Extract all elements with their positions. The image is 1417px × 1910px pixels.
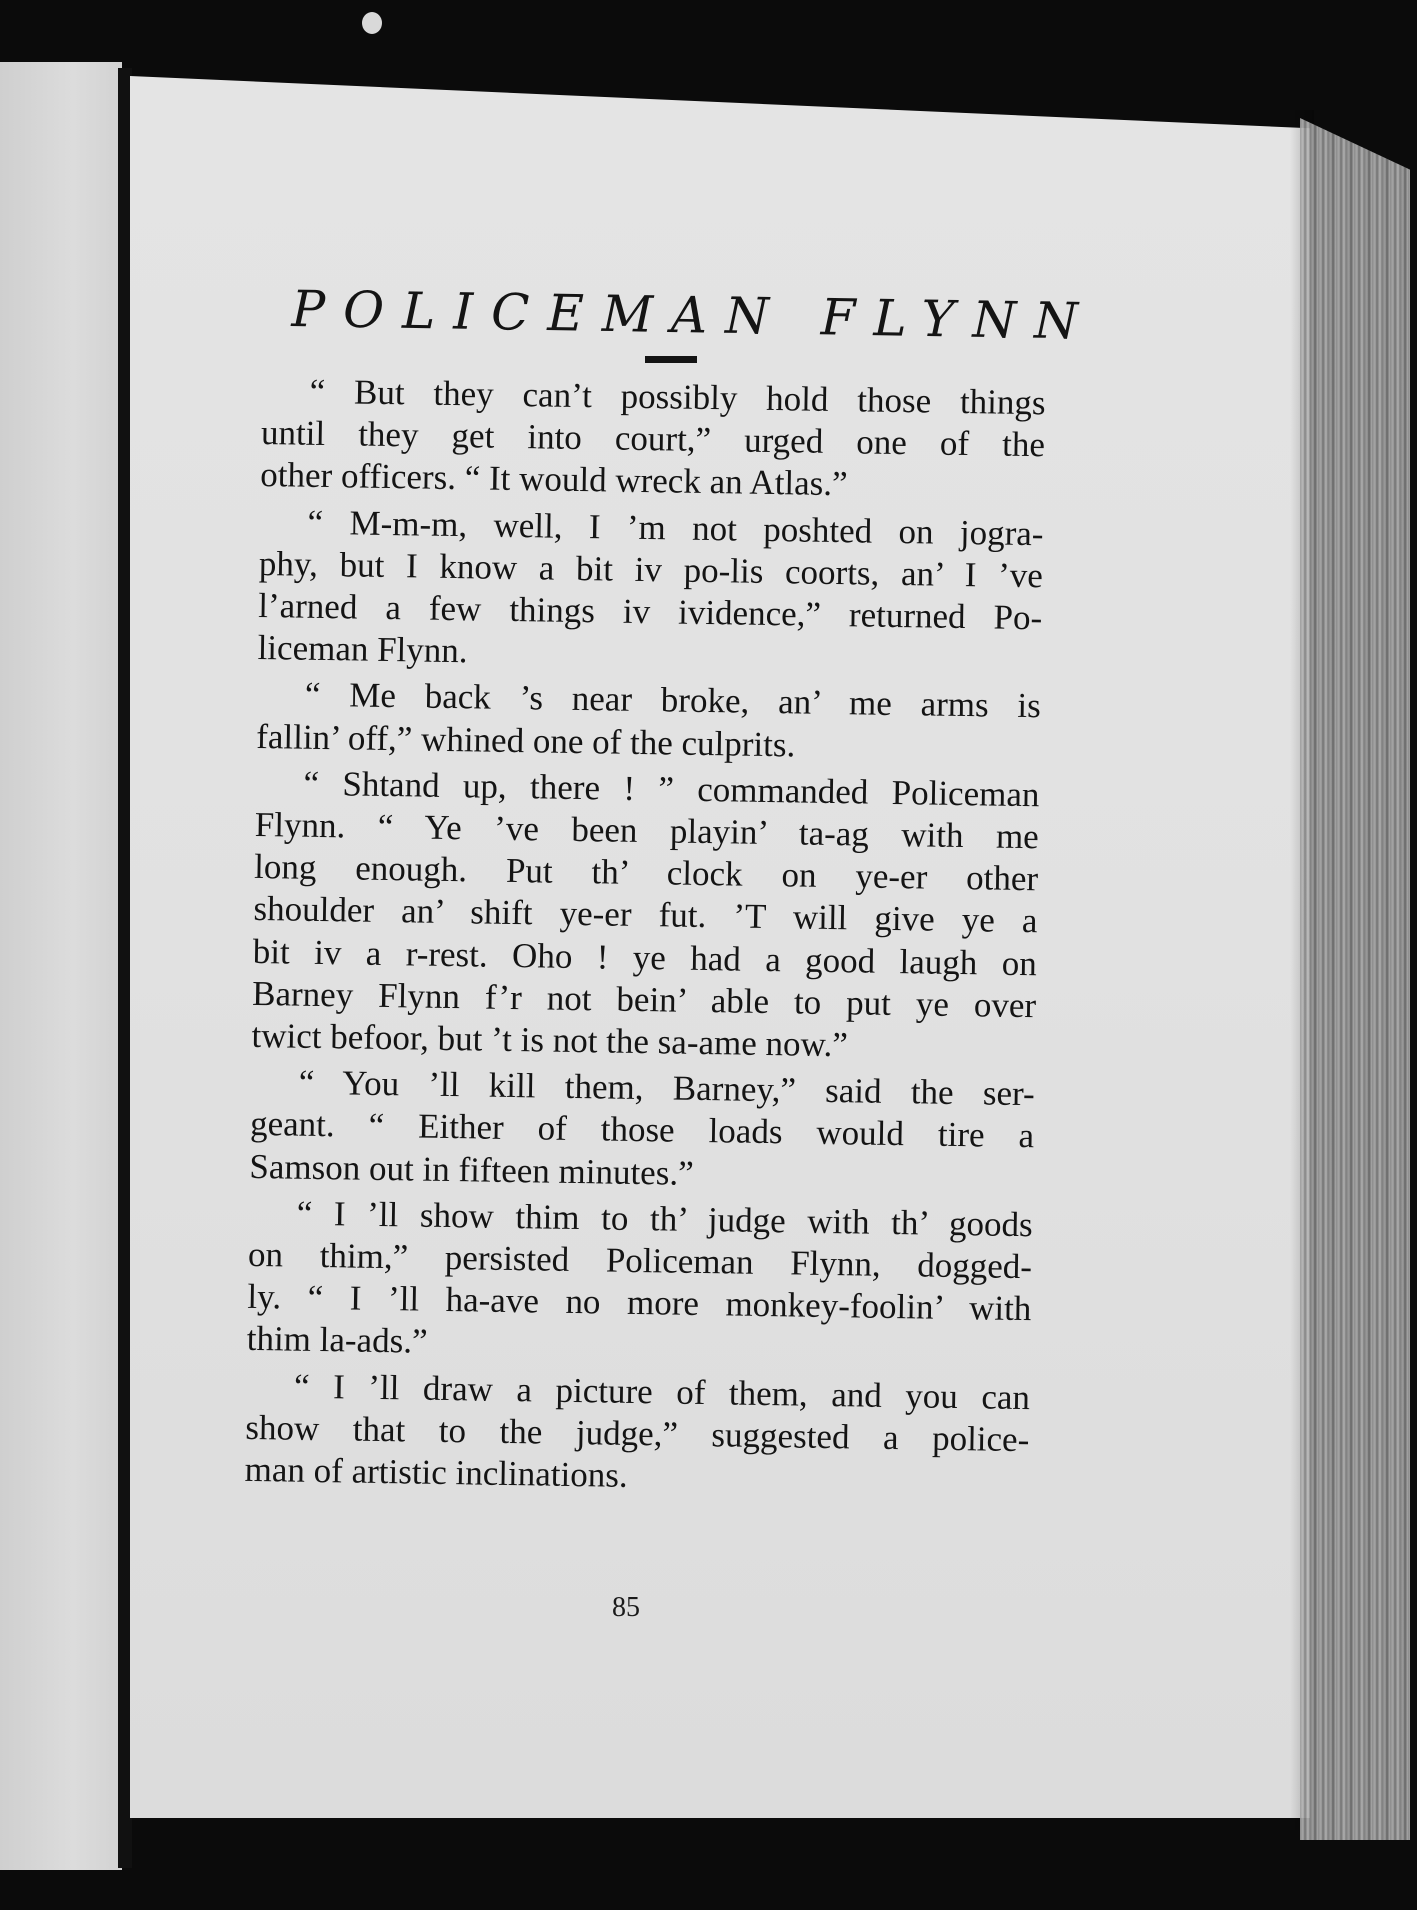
text-line: other officers. “ It would wreck an Atlas.”: [260, 455, 848, 504]
page-gutter: [118, 68, 132, 1868]
text-line: “ But they can’t possibly hold those things: [309, 371, 1046, 423]
paragraph: [246, 1192, 1033, 1373]
text-line: bit iv a r-rest. Oho ! ye had a good laugh on: [252, 931, 1038, 983]
text-line: Flynn. “ Ye ’ve been playin’ ta-ag with me: [254, 804, 1040, 857]
paragraph: [260, 370, 1046, 509]
text-line: phy, but I know a bit iv po-lis coorts, an’ I ’ve: [258, 543, 1044, 596]
text-line: ly. “ I ’ll ha-ave no more monkey-foolin’ with: [247, 1277, 1032, 1329]
text-line: shoulder an’ shift ye-er fut. ’T will give ye a: [253, 889, 1038, 941]
text-line: fallin’ off,” whined one of the culprits.: [255, 716, 796, 765]
text-line: man of artistic inclinations.: [244, 1449, 628, 1495]
paragraph: [249, 1061, 1035, 1200]
page-block-edges: [1300, 118, 1410, 1840]
running-head: POLICEMAN FLYNN: [291, 280, 1097, 351]
text-line: “ I ’ll show thim to th’ judge with th’ goods: [296, 1193, 1033, 1245]
text-line: geant. “ Either of those loads would tire a: [249, 1104, 1035, 1156]
text-line: show that to the judge,” suggested a police-: [245, 1407, 1030, 1460]
text-line: Samson out in fifteen minutes.”: [249, 1146, 694, 1193]
paragraph: [256, 673, 1041, 770]
text-line: “ Shtand up, there ! ” commanded Policeman: [303, 763, 1040, 815]
paragraph: [257, 501, 1044, 682]
text-line: “ I ’ll draw a picture of them, and you can: [293, 1366, 1031, 1417]
paragraph: [251, 762, 1040, 1070]
facing-page-edge: [0, 62, 122, 1870]
scan-speck: [362, 12, 382, 34]
text-line: Barney Flynn f’r not bein’ able to put ye over: [251, 973, 1037, 1026]
text-line: liceman Flynn.: [257, 628, 468, 671]
text-line: “ M-m-m, well, I ’m not poshted on jogra-: [307, 502, 1044, 553]
text-line: l’arned a few things iv ividence,” returned Po-: [257, 585, 1043, 638]
text-line: thim la-ads.”: [246, 1319, 428, 1362]
paragraph: [244, 1365, 1030, 1504]
text-line: “ You ’ll kill them, Barney,” said the ser-: [298, 1062, 1036, 1114]
text-line: long enough. Put th’ clock on ye-er other: [253, 847, 1039, 899]
running-head-rule: [645, 356, 697, 363]
body-text: [244, 370, 1046, 1507]
text-line: twict befoor, but ’t is not the sa-ame now.”: [251, 1015, 849, 1065]
page-number: 85: [612, 1592, 640, 1623]
text-line: “ Me back ’s near broke, an’ me arms is: [304, 675, 1042, 726]
text-line: on thim,” persisted Policeman Flynn, dogged-: [247, 1234, 1033, 1287]
text-line: until they get into court,” urged one of the: [260, 413, 1046, 465]
